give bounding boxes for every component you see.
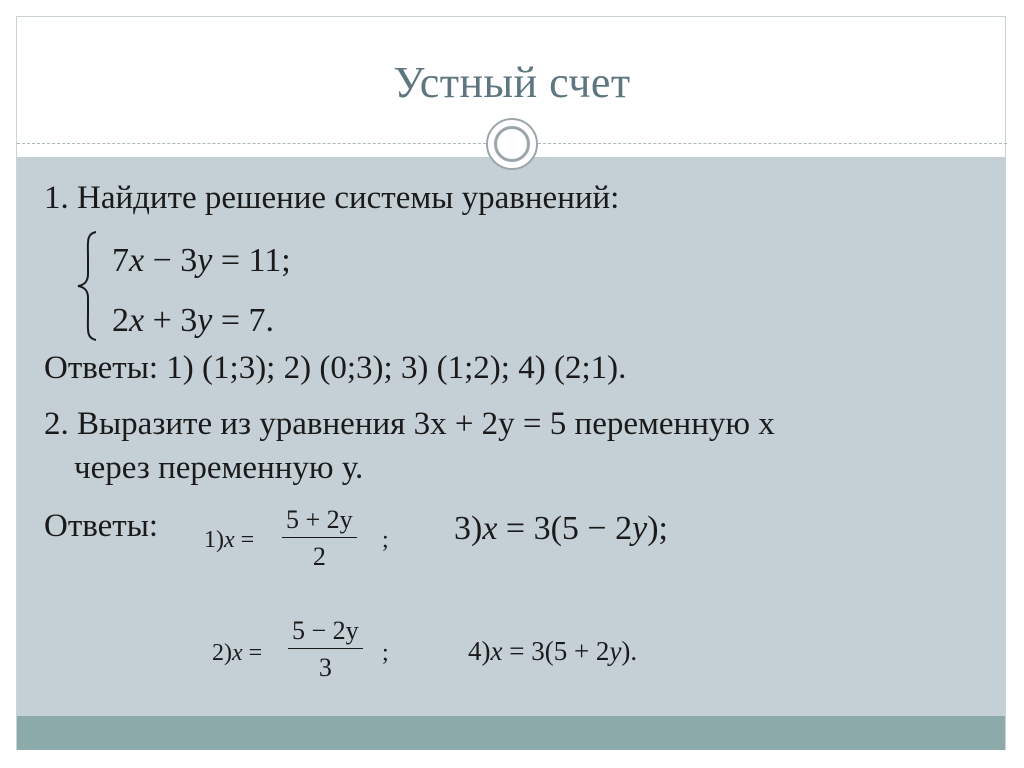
equation-1 bbox=[112, 242, 291, 280]
eq1-var-x: x bbox=[129, 242, 145, 279]
opt1-numerator: 5 + 2y bbox=[282, 505, 357, 538]
opt1-denominator: 2 bbox=[312, 542, 326, 571]
opt3-var-y: y bbox=[632, 510, 648, 547]
inner-ring bbox=[494, 126, 530, 162]
equation-2 bbox=[112, 302, 274, 340]
eq2-coef-x: 2 bbox=[112, 302, 129, 339]
opt3-expr: = 3(5 − 2 bbox=[497, 510, 633, 547]
task2-prompt-line1: 2. Выразите из уравнения 3х + 2у = 5 переменную х bbox=[44, 406, 775, 442]
opt2-end: ; bbox=[382, 640, 389, 666]
opt2-numerator: 5 − 2y bbox=[288, 616, 363, 649]
circle-ornament-icon bbox=[486, 118, 538, 170]
opt3-end: ); bbox=[647, 510, 668, 547]
eq1-var-y: y bbox=[197, 242, 213, 279]
opt4-end: ). bbox=[621, 636, 638, 666]
opt1-fraction bbox=[282, 505, 357, 572]
answer-option-2 bbox=[212, 640, 262, 667]
opt4-expr: = 3(5 + 2 bbox=[502, 636, 610, 666]
answer-option-3 bbox=[454, 510, 668, 548]
opt2-var: x bbox=[232, 640, 243, 666]
eq1-coef-x: 7 bbox=[112, 242, 129, 279]
eq2-rhs: = 7. bbox=[212, 302, 275, 339]
opt2-denominator: 3 bbox=[318, 653, 332, 682]
task1-prompt: 1. Найдите решение системы уравнений: bbox=[44, 180, 620, 216]
opt4-var: x bbox=[490, 636, 503, 666]
slide-title: Устный счет bbox=[393, 58, 631, 107]
eq1-coef-y: − 3 bbox=[144, 242, 198, 279]
opt2-eq: = bbox=[242, 640, 263, 666]
answer-option-1 bbox=[204, 527, 254, 554]
opt4-prefix: 4) bbox=[468, 636, 491, 666]
opt1-end: ; bbox=[382, 527, 389, 553]
eq1-rhs: = 11; bbox=[212, 242, 291, 279]
task2-prompt-line2: через переменную у. bbox=[74, 450, 364, 486]
eq2-var-x: x bbox=[129, 302, 145, 339]
answer-option-4 bbox=[468, 636, 637, 667]
opt4-var-y: y bbox=[609, 636, 622, 666]
opt1-prefix: 1) bbox=[204, 527, 224, 553]
eq2-coef-y: + 3 bbox=[144, 302, 198, 339]
eq2-var-y: y bbox=[197, 302, 213, 339]
system-brace-icon bbox=[76, 230, 98, 342]
opt2-prefix: 2) bbox=[212, 640, 232, 666]
opt1-eq: = bbox=[234, 527, 255, 553]
opt2-fraction bbox=[288, 616, 363, 683]
opt3-var: x bbox=[482, 510, 498, 547]
opt3-prefix: 3) bbox=[454, 510, 483, 547]
footer-bar bbox=[17, 716, 1005, 750]
task2-answers-label: Ответы: bbox=[44, 508, 159, 544]
task1-answers: Ответы: 1) (1;3); 2) (0;3); 3) (1;2); 4) (2;1). bbox=[44, 350, 627, 386]
opt1-var: x bbox=[224, 527, 235, 553]
